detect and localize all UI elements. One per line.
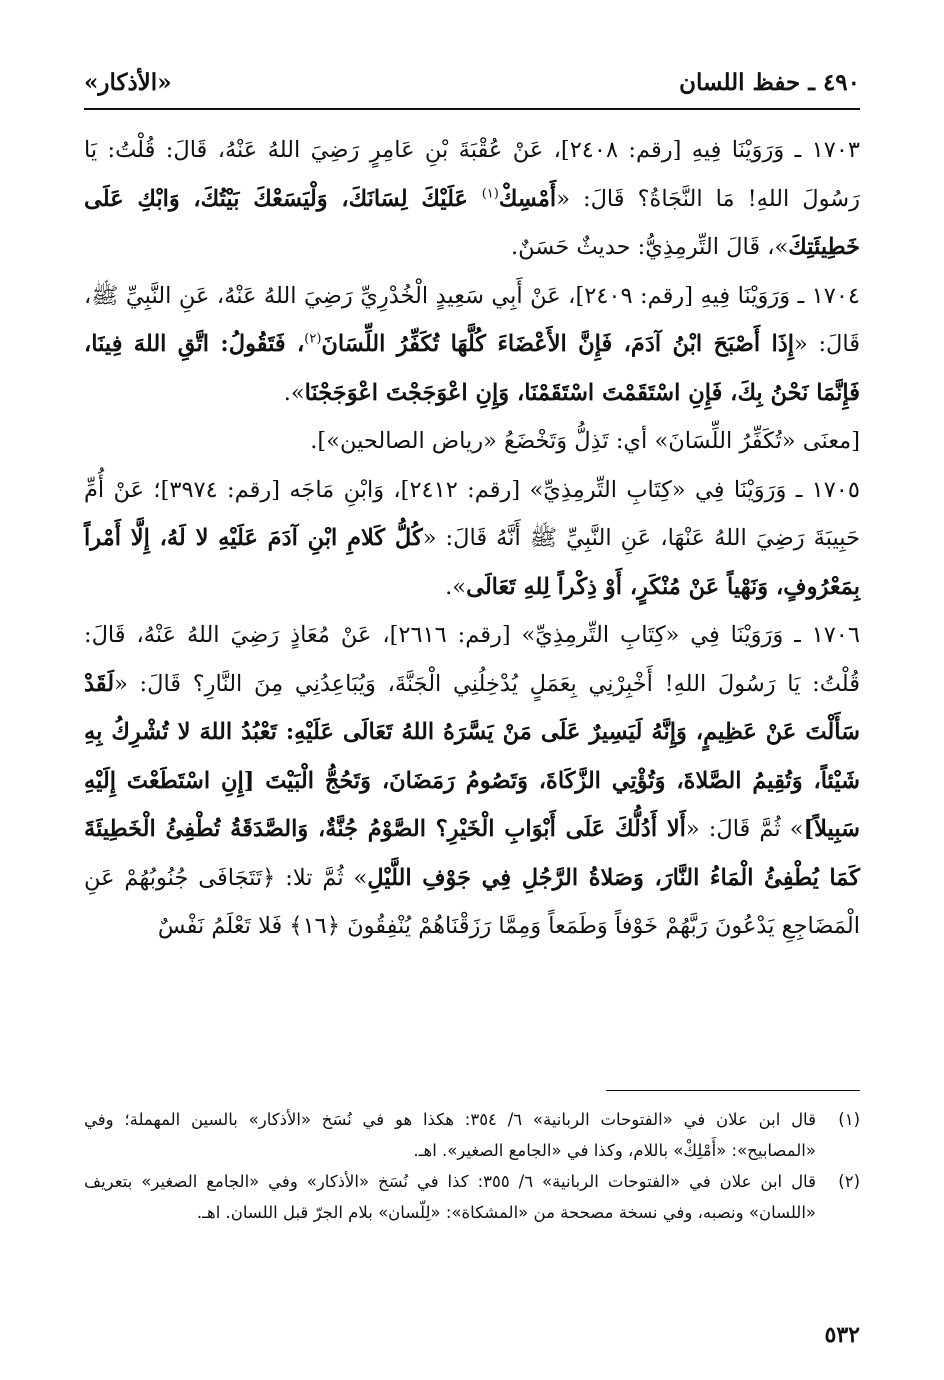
hadith-1704 bbox=[84, 272, 860, 418]
hadith-1705 bbox=[84, 466, 860, 612]
hadith-1706-intro: ١٧٠٦ ـ وَرَوَيْنَا فِي «كِتَابِ التِّرمِذِيِّ» [رقم: ٢٦١٦]، عَنْ مُعَاذٍ رَضِيَ اللهُ عَنْهُ، قَالَ: قُلْتُ: يَا رَسُولَ اللهِ! أَخْبِرْنِي بِعَمَلٍ يُدْخِلُنِي الْجَنَّةَ، وَيُبَاعِدُنِي مِنَ النَّارِ؟ قَالَ: « bbox=[84, 622, 860, 697]
hadith-1703-quote-start: أَمْسِكْ bbox=[498, 185, 557, 212]
hadith-1704-quote: ، فَتَقُولُ: اتَّقِ اللهَ فِينَا، فَإِنَّمَا نَحْنُ بِكَ، فَإِنِ اسْتَقَمْتَ اسْتَقَمْنَا، وَإِنِ اعْوَجَجْتَ اعْوَجَجْنَا bbox=[84, 331, 860, 406]
hadith-1706-quote-1: لَقَدْ سَأَلْتَ عَنْ عَظِيمٍ، وَإِنَّهُ لَيَسِيرٌ عَلَى مَنْ يَسَّرَهُ اللهُ تَعَالَى عَلَيْهِ: تَعْبُدُ اللهَ لا تُشْرِكُ بِهِ شَيْئاً، وَتُقِيمُ الصَّلاةَ، وَتُؤْتِي الزَّكَاةَ، وَتَصُومُ رَمَضَانَ، وَتَحُجُّ الْبَيْتَ [إِنِ اسْتَطَعْتَ إِلَيْهِ سَبِيلاً] bbox=[84, 670, 860, 842]
footnote-ref-2: (٢) bbox=[304, 331, 322, 347]
hadith-1704-end: ». bbox=[283, 379, 305, 406]
hadith-1703-grading: »، قَالَ التِّرمِذِيُّ: حديثٌ حَسَنٌ. bbox=[511, 234, 789, 260]
footnote-number: (٢) bbox=[838, 1172, 860, 1191]
hadith-1705-quote: كُلُّ كَلامِ ابْنِ آدَمَ عَلَيْهِ لا لَهُ، إِلَّا أَمْراً بِمَعْرُوفٍ، وَنَهْياً عَنْ مُنْكَرٍ، أَوْ ذِكْراً لِلهِ تَعَالَى bbox=[84, 525, 860, 600]
hadith-1706 bbox=[84, 611, 860, 951]
main-text bbox=[84, 126, 860, 951]
header-chapter-title: ٤٩٠ ـ حفظ اللسان bbox=[679, 68, 860, 96]
running-header bbox=[84, 62, 860, 102]
hadith-1704-quote-start: إِذَا أَصْبَحَ ابْنُ آدَمَ، فَإِنَّ الأَعْضَاءَ كُلَّهَا تُكَفِّرُ اللِّسَانَ bbox=[321, 331, 795, 357]
footnote-1 bbox=[84, 1104, 860, 1166]
footnotes bbox=[84, 1104, 860, 1228]
hadith-1703 bbox=[84, 126, 860, 272]
footnote-2 bbox=[84, 1166, 860, 1228]
hadith-1706-quote-2: أَلا أَدُلُّكَ عَلَى أَبْوَابِ الْخَيْرِ؟ الصَّوْمُ جُنَّةٌ، وَالصَّدَقَةُ تُطْفِئُ الْخَطِيئَةَ كَمَا يُطْفِئُ الْمَاءُ النَّارَ، وَصَلاةُ الرَّجُلِ فِي جَوْفِ اللَّيْلِ bbox=[84, 816, 860, 891]
footnote-text: قال ابن علان في «الفتوحات الربانية» ٦/ ٣٥٤: هكذا هو في نُسَخ «الأذكار» بالسين المهملة؛ وفي «المصابيح»: «أَمْلِكْ» باللام، وكذا في «الجامع الصغير». اهـ. bbox=[84, 1110, 816, 1160]
page-number: ٥٣٢ bbox=[824, 1322, 860, 1348]
meaning-note: [معنَى «تُكَفِّرُ اللِّسَانَ» أي: تَذِلُّ وَتَخْضَعُ «رياض الصالحين»]. bbox=[310, 428, 860, 454]
hadith-1706-connector: » ثُمَّ قَالَ: « bbox=[685, 816, 804, 842]
footnote-ref-1: (١) bbox=[481, 186, 499, 201]
hadith-1705-end: ». bbox=[445, 573, 467, 600]
footnote-divider bbox=[606, 1090, 860, 1091]
hadith-1705-intro: ١٧٠٥ ـ وَرَوَيْنَا فِي «كِتَابِ التِّرمِذِيِّ» [رقم: ٢٤١٢]، وَابْنِ مَاجَه [رقم: ٣٩٧٤]؛ عَنْ أُمِّ حَبِيبَةَ رَضِيَ اللهُ عَنْهَا، عَنِ النَّبِيِّ ﷺ أَنَّهُ قَالَ: « bbox=[84, 476, 861, 551]
header-divider bbox=[84, 108, 860, 110]
hadith-1704-intro: ١٧٠٤ ـ وَرَوَيْنَا فِيهِ [رقم: ٢٤٠٩]، عَنْ أَبِي سَعِيدٍ الْخُدْرِيِّ رَضِيَ اللهُ عَنْهُ، عَنِ النَّبِيِّ ﷺ، قَالَ: « bbox=[84, 282, 860, 357]
footnote-text: قال ابن علان في «الفتوحات الربانية» ٦/ ٣٥٥: كذا في نُسَخ «الأذكار» وفي «الجامع الصغير» بتعريف «اللسان» ونصبه، وفي نسخة مصححة من «المشكاة»: «لِلّسان» بلام الجرّ قبل اللسان. اهـ. bbox=[84, 1172, 816, 1222]
header-book-title: «الأذكار» bbox=[84, 68, 172, 96]
footnote-number: (١) bbox=[838, 1110, 860, 1129]
hadith-1706-quran-verse: » ثُمَّ تلا: ﴿تَتَجَافَى جُنُوبُهُمْ عَنِ الْمَضَاجِعِ يَدْعُونَ رَبَّهُمْ خَوْفاً وَطَمَعاً وَمِمَّا رَزَقْنَاهُمْ يُنْفِقُونَ ﴿١٦﴾ فَلا تَعْلَمُ نَفْسٌ bbox=[84, 864, 860, 939]
hadith-1703-quote: عَلَيْكَ لِسَانَكَ، وَلْيَسَعْكَ بَيْتُكَ، وَابْكِ عَلَى خَطِيئَتِكَ bbox=[84, 185, 860, 260]
hadith-1703-intro: ١٧٠٣ ـ وَرَوَيْنَا فِيهِ [رقم: ٢٤٠٨]، عَنْ عُقْبَةَ بْنِ عَامِرٍ رَضِيَ اللهُ عَنْهُ، قَالَ: قُلْتُ: يَا رَسُولَ اللهِ! مَا النَّجَاةُ؟ قَالَ: « bbox=[84, 137, 860, 212]
